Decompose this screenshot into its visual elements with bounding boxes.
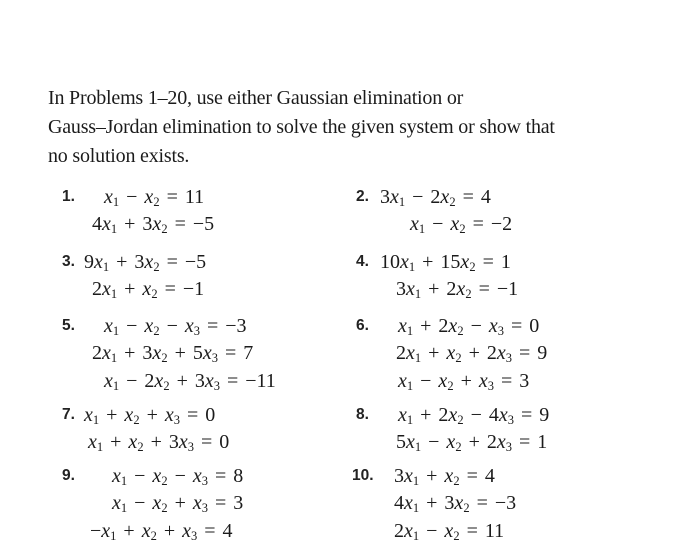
equation: $2x_1 + x_2 = -1$ <box>92 278 205 301</box>
equation: $2x_1 + 3x_2 + 5x_3 = 7$ <box>92 342 254 365</box>
problem-instructions <box>48 84 688 171</box>
equation: $4x_1 + 3x_2 = -3$ <box>394 492 517 515</box>
equation: $x_1 - x_2 + x_3 = 3$ <box>398 370 530 393</box>
instructions-line-1: In Problems 1–20, use either Gaussian elimination or <box>48 87 464 109</box>
equation: $x_1 + x_2 + 3x_3 = 0$ <box>88 431 230 454</box>
problem-number: 8. <box>356 406 369 423</box>
problem-number: 7. <box>62 406 75 423</box>
equation: $x_1 - x_2 = -2$ <box>410 213 513 236</box>
equation: $x_1 + 2x_2 - x_3 = 0$ <box>398 315 540 338</box>
equation: $4x_1 + 3x_2 = -5$ <box>92 213 215 236</box>
equation: $x_1 + 2x_2 - 4x_3 = 9$ <box>398 404 550 427</box>
equation: $x_1 - x_2 = 11$ <box>104 186 205 209</box>
problem-number: 6. <box>356 317 369 334</box>
equation: $10x_1 + 15x_2 = 1$ <box>380 251 511 274</box>
problem-number: 10. <box>352 467 374 484</box>
instructions-line-3: no solution exists. <box>48 145 190 167</box>
problem-number: 5. <box>62 317 75 334</box>
problem-number: 3. <box>62 253 75 270</box>
problem-number: 1. <box>62 188 75 205</box>
equation: $x_1 - x_2 + x_3 = 3$ <box>112 492 244 515</box>
instructions-line-2: Gauss–Jordan elimination to solve the given system or show that <box>48 116 555 138</box>
equation: $x_1 - x_2 - x_3 = -3$ <box>104 315 247 338</box>
equation: $9x_1 + 3x_2 = -5$ <box>84 251 207 274</box>
equation: $3x_1 + 2x_2 = -1$ <box>396 278 519 301</box>
equation: $5x_1 - x_2 + 2x_3 = 1$ <box>396 431 548 454</box>
equation: $2x_1 - x_2 = 11$ <box>394 520 505 543</box>
equation: $2x_1 + x_2 + 2x_3 = 9$ <box>396 342 548 365</box>
equation: $x_1 - 2x_2 + 3x_3 = -11$ <box>104 370 276 393</box>
equation: $x_1 + x_2 + x_3 = 0$ <box>84 404 216 427</box>
problem-number: 2. <box>356 188 369 205</box>
problem-number: 9. <box>62 467 75 484</box>
equation: $3x_1 + x_2 = 4$ <box>394 465 495 488</box>
problem-number: 4. <box>356 253 369 270</box>
equation: $x_1 - x_2 - x_3 = 8$ <box>112 465 244 488</box>
equation: $3x_1 - 2x_2 = 4$ <box>380 186 491 209</box>
equation: $-x_1 + x_2 + x_3 = 4$ <box>90 520 233 543</box>
